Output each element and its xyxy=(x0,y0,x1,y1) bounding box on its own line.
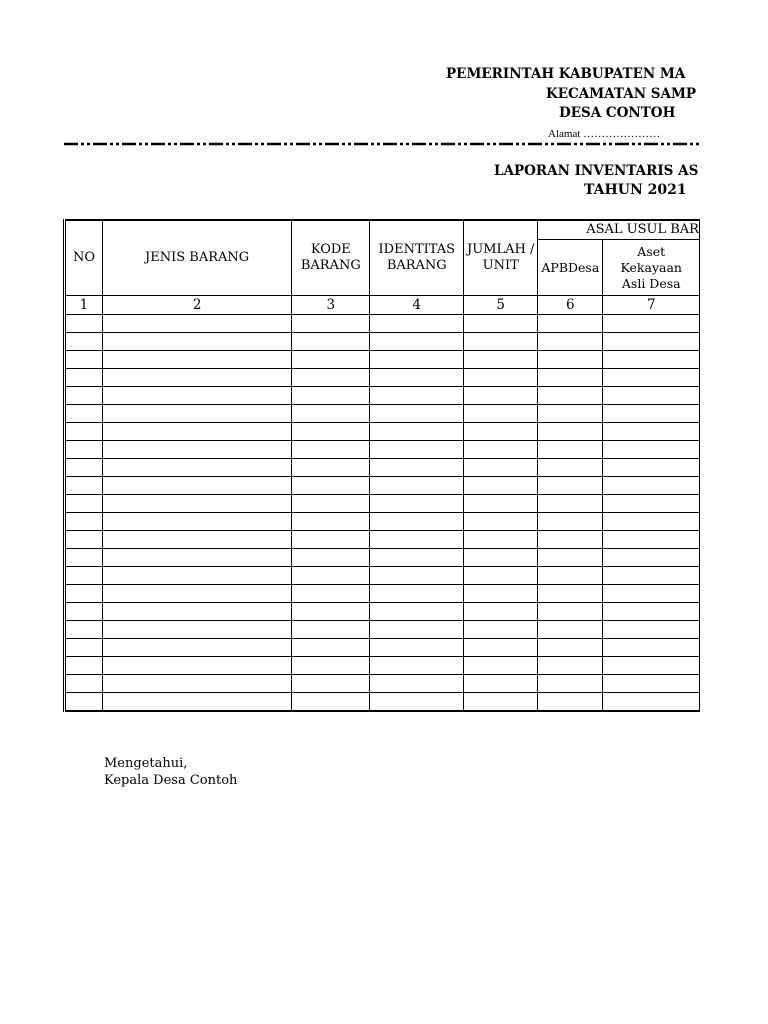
table-row xyxy=(65,549,700,567)
table-cell xyxy=(292,675,370,693)
table-cell xyxy=(603,423,700,441)
table-cell xyxy=(603,585,700,603)
table-cell xyxy=(102,603,291,621)
table-cell xyxy=(370,603,464,621)
table-cell xyxy=(102,675,291,693)
table-cell xyxy=(65,423,103,441)
table-cell xyxy=(65,459,103,477)
table-cell xyxy=(102,315,291,333)
table-cell xyxy=(603,531,700,549)
table-cell xyxy=(102,567,291,585)
table-cell xyxy=(102,513,291,531)
government-header: PEMERINTAH KABUPATEN MA xyxy=(446,66,686,82)
table-cell xyxy=(538,693,603,712)
table-cell xyxy=(370,369,464,387)
table-cell xyxy=(102,333,291,351)
table-cell xyxy=(292,531,370,549)
address-dots: ………………… xyxy=(583,128,661,140)
table-cell xyxy=(292,333,370,351)
table-cell xyxy=(370,675,464,693)
table-cell xyxy=(464,693,538,712)
table-cell xyxy=(292,315,370,333)
header-asal-usul: ASAL USUL BAR xyxy=(538,220,700,240)
table-cell xyxy=(464,423,538,441)
column-number-cell: 7 xyxy=(603,296,700,315)
table-cell xyxy=(603,495,700,513)
table-cell xyxy=(292,477,370,495)
header-apbdesa: APBDesa xyxy=(538,240,603,296)
table-cell xyxy=(102,531,291,549)
table-cell xyxy=(370,513,464,531)
table-cell xyxy=(538,549,603,567)
table-cell xyxy=(538,657,603,675)
district-header: KECAMATAN SAMP xyxy=(546,86,697,102)
table-cell xyxy=(603,675,700,693)
table-cell xyxy=(102,441,291,459)
table-cell xyxy=(65,315,103,333)
table-cell xyxy=(603,405,700,423)
table-cell xyxy=(538,405,603,423)
table-cell xyxy=(102,693,291,712)
report-year: TAHUN 2021 xyxy=(584,182,687,198)
table-row xyxy=(65,477,700,495)
table-cell xyxy=(370,585,464,603)
table-cell xyxy=(464,351,538,369)
table-cell xyxy=(464,369,538,387)
table-cell xyxy=(292,657,370,675)
table-cell xyxy=(102,459,291,477)
table-cell xyxy=(292,585,370,603)
table-cell xyxy=(538,477,603,495)
table-cell xyxy=(370,423,464,441)
table-cell xyxy=(292,369,370,387)
table-cell xyxy=(464,567,538,585)
address-line xyxy=(548,128,660,140)
header-aset-kekayaan: Aset Kekayaan Asli Desa xyxy=(603,240,700,296)
table-cell xyxy=(65,567,103,585)
table-cell xyxy=(102,639,291,657)
table-cell xyxy=(292,513,370,531)
column-number-row xyxy=(65,296,700,315)
table-cell xyxy=(102,495,291,513)
table-cell xyxy=(538,315,603,333)
table-cell xyxy=(65,621,103,639)
table-cell xyxy=(538,513,603,531)
table-cell xyxy=(102,549,291,567)
table-cell xyxy=(370,657,464,675)
table-row xyxy=(65,513,700,531)
signature-village-head: Kepala Desa Contoh xyxy=(104,773,238,788)
table-cell xyxy=(603,513,700,531)
table-cell xyxy=(370,621,464,639)
table-cell xyxy=(603,441,700,459)
table-cell xyxy=(464,585,538,603)
table-cell xyxy=(102,369,291,387)
table-cell xyxy=(464,603,538,621)
table-cell xyxy=(603,567,700,585)
table-cell xyxy=(65,549,103,567)
table-cell xyxy=(292,459,370,477)
address-label: Alamat xyxy=(548,128,581,140)
table-cell xyxy=(538,567,603,585)
header-jenis-barang: JENIS BARANG xyxy=(102,220,291,296)
table-cell xyxy=(464,531,538,549)
table-cell xyxy=(603,459,700,477)
table-row xyxy=(65,675,700,693)
table-row xyxy=(65,423,700,441)
table-cell xyxy=(292,639,370,657)
table-cell xyxy=(464,549,538,567)
table-cell xyxy=(464,333,538,351)
table-row xyxy=(65,387,700,405)
table-row xyxy=(65,333,700,351)
table-cell xyxy=(292,567,370,585)
table-cell xyxy=(102,405,291,423)
table-cell xyxy=(292,387,370,405)
column-number-cell: 6 xyxy=(538,296,603,315)
table-cell xyxy=(292,603,370,621)
table-cell xyxy=(464,459,538,477)
table-cell xyxy=(603,315,700,333)
table-cell xyxy=(538,459,603,477)
table-cell xyxy=(65,531,103,549)
table-cell xyxy=(370,549,464,567)
table-cell xyxy=(292,693,370,712)
table-cell xyxy=(603,477,700,495)
table-cell xyxy=(538,675,603,693)
table-row xyxy=(65,621,700,639)
table-cell xyxy=(102,585,291,603)
table-cell xyxy=(65,369,103,387)
village-header: DESA CONTOH xyxy=(559,105,676,121)
header-kode-barang: KODE BARANG xyxy=(292,220,370,296)
table-row xyxy=(65,693,700,712)
table-cell xyxy=(65,333,103,351)
table-cell xyxy=(538,621,603,639)
table-cell xyxy=(102,477,291,495)
table-row xyxy=(65,567,700,585)
table-row xyxy=(65,369,700,387)
table-cell xyxy=(538,585,603,603)
column-number-cell: 4 xyxy=(370,296,464,315)
table-cell xyxy=(538,423,603,441)
table-row xyxy=(65,531,700,549)
header-row-top xyxy=(65,220,700,240)
table-cell xyxy=(65,495,103,513)
table-cell xyxy=(370,693,464,712)
table-row xyxy=(65,441,700,459)
table-cell xyxy=(603,639,700,657)
table-cell xyxy=(538,495,603,513)
table-cell xyxy=(65,351,103,369)
table-cell xyxy=(603,387,700,405)
table-cell xyxy=(292,441,370,459)
table-cell xyxy=(292,549,370,567)
inventory-table xyxy=(63,219,700,712)
table-row xyxy=(65,459,700,477)
column-number-cell: 5 xyxy=(464,296,538,315)
table-cell xyxy=(464,315,538,333)
table-cell xyxy=(370,441,464,459)
table-row xyxy=(65,603,700,621)
table-row xyxy=(65,351,700,369)
table-cell xyxy=(370,405,464,423)
header-identitas-barang: IDENTITAS BARANG xyxy=(370,220,464,296)
table-cell xyxy=(538,441,603,459)
table-cell xyxy=(370,531,464,549)
table-cell xyxy=(603,621,700,639)
table-cell xyxy=(603,603,700,621)
table-cell xyxy=(603,657,700,675)
table-cell xyxy=(603,369,700,387)
header-divider xyxy=(64,141,700,147)
table-cell xyxy=(370,351,464,369)
table-cell xyxy=(370,567,464,585)
table-row xyxy=(65,657,700,675)
table-cell xyxy=(102,351,291,369)
table-cell xyxy=(538,603,603,621)
table-cell xyxy=(370,387,464,405)
table-cell xyxy=(292,423,370,441)
signature-acknowledgement: Mengetahui, xyxy=(104,756,188,771)
table-cell xyxy=(65,387,103,405)
header-no: NO xyxy=(65,220,103,296)
table-cell xyxy=(65,603,103,621)
table-cell xyxy=(538,351,603,369)
column-number-cell: 1 xyxy=(65,296,103,315)
table-cell xyxy=(603,549,700,567)
table-cell xyxy=(538,369,603,387)
table-cell xyxy=(292,351,370,369)
table-cell xyxy=(464,621,538,639)
table-cell xyxy=(464,639,538,657)
table-cell xyxy=(65,477,103,495)
table-cell xyxy=(65,405,103,423)
table-cell xyxy=(102,657,291,675)
table-cell xyxy=(102,621,291,639)
header-jumlah-unit: JUMLAH / UNIT xyxy=(464,220,538,296)
table-cell xyxy=(65,585,103,603)
table-cell xyxy=(464,675,538,693)
table-cell xyxy=(370,459,464,477)
table-cell xyxy=(65,513,103,531)
table-cell xyxy=(370,639,464,657)
table-row xyxy=(65,405,700,423)
table-cell xyxy=(370,333,464,351)
table-cell xyxy=(538,531,603,549)
table-cell xyxy=(370,315,464,333)
table-cell xyxy=(292,621,370,639)
table-row xyxy=(65,639,700,657)
table-cell xyxy=(102,423,291,441)
table-cell xyxy=(464,495,538,513)
table-cell xyxy=(464,441,538,459)
table-cell xyxy=(464,477,538,495)
table-cell xyxy=(538,639,603,657)
table-cell xyxy=(65,675,103,693)
table-cell xyxy=(538,387,603,405)
table-cell xyxy=(603,333,700,351)
table-row xyxy=(65,315,700,333)
table-cell xyxy=(292,495,370,513)
table-cell xyxy=(538,333,603,351)
column-number-cell: 3 xyxy=(292,296,370,315)
table-cell xyxy=(603,693,700,712)
table-cell xyxy=(464,513,538,531)
column-number-cell: 2 xyxy=(102,296,291,315)
table-cell xyxy=(370,477,464,495)
report-title: LAPORAN INVENTARIS AS xyxy=(494,163,699,179)
table-cell xyxy=(292,405,370,423)
table-cell xyxy=(65,639,103,657)
table-cell xyxy=(65,693,103,712)
table-cell xyxy=(65,441,103,459)
table-cell xyxy=(370,495,464,513)
table-cell xyxy=(603,351,700,369)
table-cell xyxy=(102,387,291,405)
table-cell xyxy=(464,657,538,675)
table-cell xyxy=(65,657,103,675)
table-cell xyxy=(464,387,538,405)
table-cell xyxy=(464,405,538,423)
table-row xyxy=(65,495,700,513)
table-row xyxy=(65,585,700,603)
